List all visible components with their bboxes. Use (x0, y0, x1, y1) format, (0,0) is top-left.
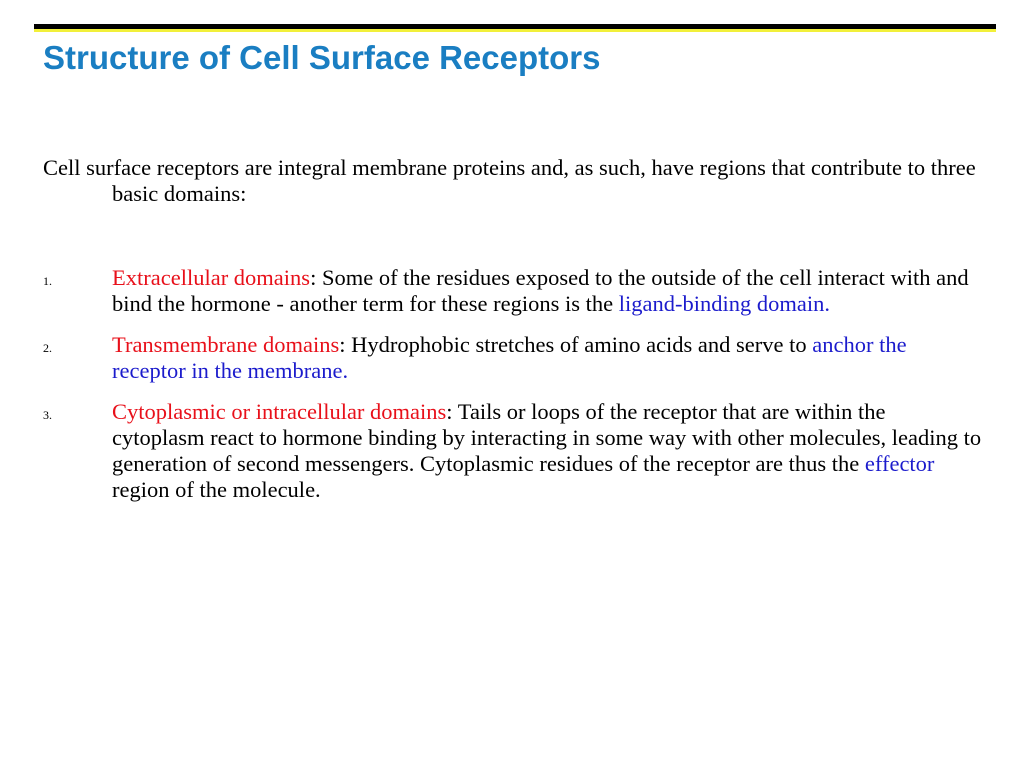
domain-item-transmembrane (43, 332, 983, 384)
list-number: 2. (43, 341, 52, 355)
title-divider-accent (34, 29, 996, 32)
domain-highlight: ligand-binding domain. (618, 291, 830, 316)
domain-term: Cytoplasmic or intracellular domains (112, 399, 447, 424)
domain-term: Extracellular domains (112, 265, 311, 290)
list-number: 1. (43, 274, 52, 288)
domain-description: : Hydrophobic stretches of amino acids and serve to (339, 332, 813, 357)
domain-list (43, 265, 983, 518)
domain-item-extracellular (43, 265, 983, 317)
domain-term: Transmembrane domains (112, 332, 340, 357)
domain-highlight: anchor the receptor in the membrane (112, 332, 907, 383)
domain-description-tail: . (342, 358, 349, 383)
domain-description: : Tails or loops of the receptor that are within the cytoplasm react to hormone binding by interacting in some way with other molecules, leading to generation of second messengers. Cytoplasmic residues of the receptor are thus the (112, 399, 982, 476)
domain-item-cytoplasmic (43, 399, 983, 503)
domain-description: : Some of the residues exposed to the outside of the cell interact with and bind the hormone - another term for these regions is the (112, 265, 969, 316)
slide-title: Structure of Cell Surface Receptors (43, 39, 601, 76)
domain-description-tail: region of the molecule. (112, 477, 321, 502)
list-number: 3. (43, 408, 52, 422)
intro-paragraph: Cell surface receptors are integral membrane proteins and, as such, have regions that contribute to three basic domains: (43, 155, 976, 206)
domain-highlight: effector (864, 451, 935, 476)
